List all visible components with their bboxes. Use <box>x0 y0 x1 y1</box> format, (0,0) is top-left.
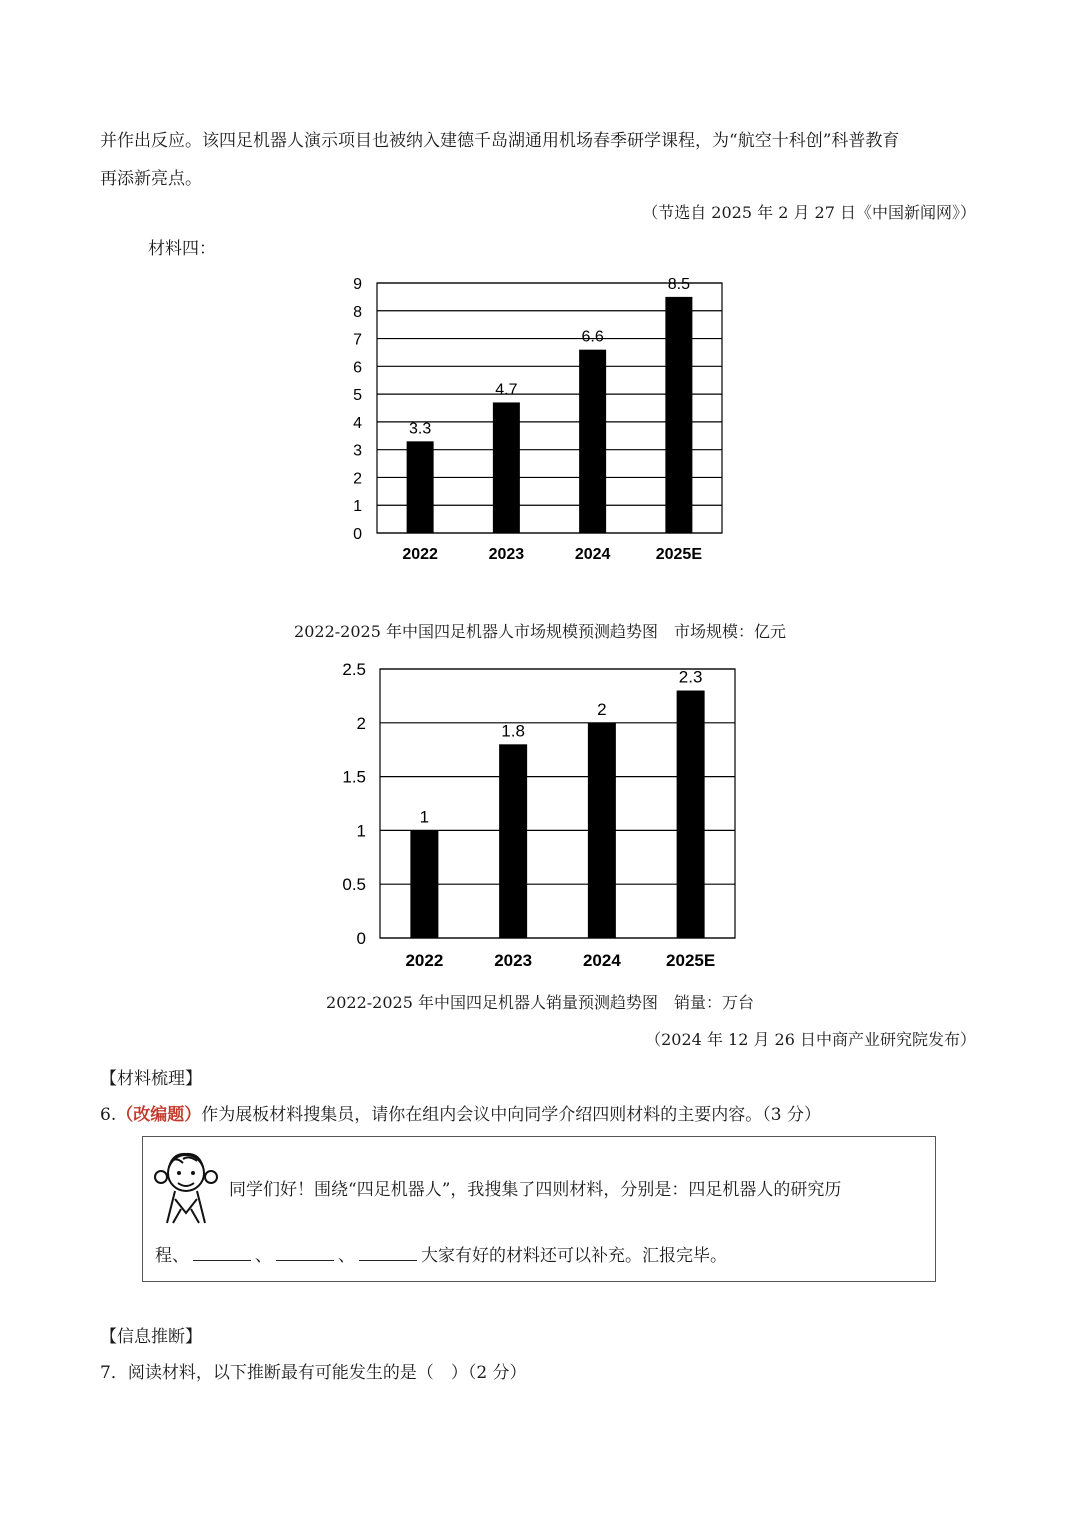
blank-3[interactable] <box>359 1244 417 1261</box>
chart1-data-label: 8.5 <box>667 275 690 293</box>
chart2-bar <box>588 723 616 938</box>
material-four-label: 材料四： <box>148 239 216 259</box>
chart2-ytick-label: 2 <box>356 713 366 733</box>
chart1-bar <box>579 350 606 533</box>
chart2-category-label: 2024 <box>582 951 621 970</box>
chart1-ytick-label: 1 <box>353 498 362 516</box>
chart1-category-label: 2025E <box>655 546 703 563</box>
chart1-ytick-label: 2 <box>353 470 362 488</box>
chart1-bar <box>407 441 434 533</box>
chart1-ytick-label: 6 <box>353 359 362 377</box>
chart1-ytick-label: 7 <box>353 331 362 349</box>
chart2-category-label: 2025E <box>666 951 716 970</box>
chart1-category-label: 2022 <box>402 546 438 563</box>
answer-box <box>142 1136 936 1282</box>
question-6 <box>100 1100 821 1125</box>
chart2-ytick-label: 0 <box>356 929 366 948</box>
chart2-data-label: 1 <box>419 807 430 827</box>
chart2-ytick-label: 0.5 <box>342 875 366 895</box>
chart2-data-label: 2.3 <box>678 667 703 687</box>
chart2-ytick-label: 1.5 <box>342 767 366 787</box>
section-material-sorting: 【材料梳理】 <box>100 1069 202 1089</box>
chart1-data-label: 3.3 <box>409 420 432 438</box>
chart1-ytick-label: 8 <box>353 303 362 321</box>
material-three-line1: 并作出反应。该四足机器人演示项目也被纳入建德千岛湖通用机场春季研学课程，为“航空十科创”科普教育 <box>100 131 900 151</box>
chart2-data-label: 1.8 <box>501 721 525 741</box>
material-three-line2: 再添新亮点。 <box>100 169 202 189</box>
separator-2: 、 <box>338 1246 355 1266</box>
chart1-data-label: 6.6 <box>581 328 604 346</box>
chart1-ytick-label: 5 <box>353 387 362 405</box>
answer-box-line1: 同学们好！围绕“四足机器人”，我搜集了四则材料，分别是：四足机器人的研究历 <box>229 1180 842 1200</box>
question-7: 7．阅读材料，以下推断最有可能发生的是（ ）（2 分） <box>100 1363 527 1383</box>
chart-source: （2024 年 12 月 26 日中商产业研究院发布） <box>645 1030 976 1049</box>
chart1-bar <box>493 402 520 533</box>
chart2-bar <box>410 830 438 938</box>
chart1-ytick-label: 3 <box>353 442 362 460</box>
chart2-bar <box>677 691 705 938</box>
chart1-category-label: 2024 <box>574 546 611 563</box>
chart2-category-label: 2022 <box>405 951 444 970</box>
answer-box-line2 <box>155 1241 727 1266</box>
chart2-data-label: 2 <box>597 699 607 719</box>
chart1-ytick-label: 4 <box>353 414 362 432</box>
chart2-ytick-label: 2.5 <box>342 660 366 679</box>
blank-1[interactable] <box>193 1244 251 1261</box>
girl-student-icon <box>153 1147 219 1229</box>
chart1-ytick-label: 9 <box>353 276 362 293</box>
question-6-tag: （改编题） <box>116 1105 202 1125</box>
chart2-category-label: 2023 <box>494 951 533 970</box>
separator-1: 、 <box>255 1246 272 1266</box>
material-three-source: （节选自 2025 年 2 月 27 日《中国新闻网》） <box>642 203 976 222</box>
chart1-caption: 2022-2025 年中国四足机器人市场规模预测趋势图 市场规模：亿元 <box>294 622 786 641</box>
section-information-inference: 【信息推断】 <box>100 1327 202 1347</box>
answer-box-line2-start: 程、 <box>155 1246 189 1266</box>
question-6-number: 6. <box>100 1105 117 1125</box>
answer-box-line2-end: 大家有好的材料还可以补充。汇报完毕。 <box>421 1246 727 1266</box>
question-6-text: 作为展板材料搜集员，请你在组内会议中向同学介绍四则材料的主要内容。（3 分） <box>201 1105 821 1125</box>
chart1-data-label: 4.7 <box>495 381 518 399</box>
blank-2[interactable] <box>276 1244 334 1261</box>
chart1-category-label: 2023 <box>488 546 525 563</box>
chart2-caption: 2022-2025 年中国四足机器人销量预测趋势图 销量：万台 <box>326 993 754 1012</box>
chart2-bar <box>499 744 527 938</box>
chart1-bar <box>665 297 692 533</box>
chart2-ytick-label: 1 <box>356 821 366 841</box>
chart1-ytick-label: 0 <box>353 526 362 543</box>
